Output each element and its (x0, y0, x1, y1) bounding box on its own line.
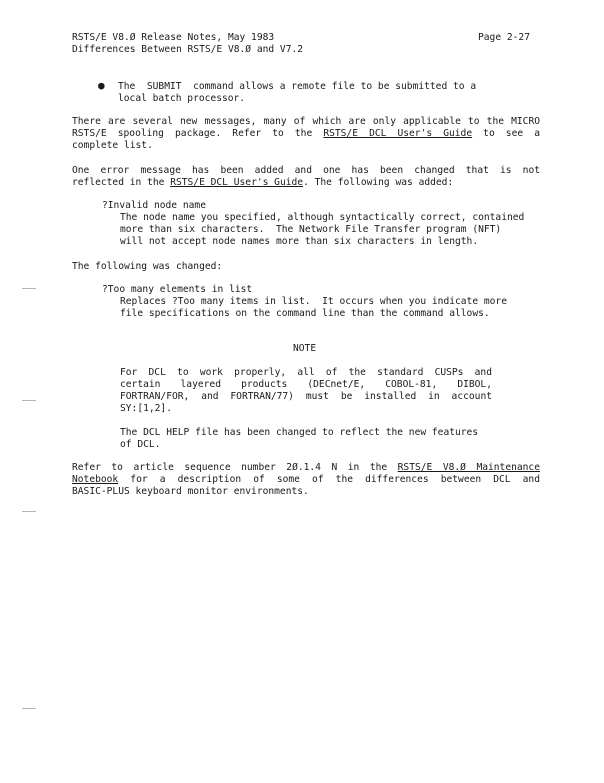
margin-mark (22, 400, 36, 401)
paragraph-text: for a description of some of the differences between DCL and (118, 474, 540, 485)
paragraph-text: reflected in the (72, 177, 171, 188)
paragraph-text: Refer to article sequence number 2Ø.1.4 N in the (72, 462, 398, 473)
note-line: The DCL HELP file has been changed to reflect the new features (120, 427, 479, 438)
paragraph-line: The following was changed: (72, 261, 223, 272)
description-line: file specifications on the command line than the command allows. (120, 308, 490, 319)
document-title-reference: RSTS/E DCL User's Guide (323, 128, 473, 139)
bullet-line-1: The SUBMIT command allows a remote file to be submitted to a (118, 81, 477, 92)
changed-message-code (102, 284, 570, 296)
added-message-description (120, 212, 540, 248)
paragraph-new-messages (72, 116, 540, 152)
note-line: of DCL. (120, 439, 161, 450)
paragraph-line (72, 177, 540, 189)
margin-mark (22, 708, 36, 709)
header-title-line-2: Differences Between RSTS/E V8.Ø and V7.2 (72, 44, 304, 55)
document-title-reference: RSTS/E DCL User's Guide (170, 177, 304, 188)
note-line: For DCL to work properly, all of the standard CUSPs and (120, 367, 492, 378)
margin-mark (22, 511, 36, 512)
description-line: The node name you specified, although syntactically correct, contained (120, 212, 525, 223)
paragraph-line: BASIC-PLUS keyboard monitor environments. (72, 486, 309, 497)
paragraph-line: One error message has been added and one has been changed that is not (72, 165, 540, 176)
paragraph-text: to see a (472, 128, 540, 139)
paragraph-line: complete list. (72, 140, 153, 151)
paragraph-error-message (72, 165, 540, 189)
paragraph-line: There are several new messages, many of which are only applicable to the MICRO (72, 116, 540, 127)
margin-mark (22, 288, 36, 289)
bullet-icon: ● (98, 79, 105, 92)
paragraph-line (72, 462, 540, 474)
page-number: Page 2-27 (478, 32, 530, 43)
description-line: Replaces ?Too many items in list. It occurs when you indicate more (120, 296, 507, 307)
note-line: FORTRAN/FOR, and FORTRAN/77) must be installed in account (120, 391, 492, 402)
page-header (72, 32, 303, 56)
paragraph-text: RSTS/E spooling package. Refer to the (72, 128, 324, 139)
paragraph-line (72, 128, 540, 140)
note-heading (293, 343, 333, 355)
message-code: ?Invalid node name (102, 200, 206, 211)
added-message-code (102, 200, 570, 212)
note-line: certain layered products (DECnet/E, COBOL-81, DIBOL, (120, 379, 492, 390)
bullet-line-2: local batch processor. (118, 93, 246, 104)
note-paragraph-2 (120, 427, 492, 451)
paragraph-text: . The following was added: (303, 177, 454, 188)
paragraph-line (72, 474, 540, 486)
description-line: more than six characters. The Network File Transfer program (NFT) (120, 224, 502, 235)
header-title-line-1: RSTS/E V8.Ø Release Notes, May 1983 (72, 32, 275, 43)
document-title-reference: Notebook (72, 474, 119, 485)
note-heading-text: NOTE (293, 343, 317, 354)
document-title-reference: RSTS/E V8.Ø Maintenance (397, 462, 540, 473)
note-paragraph-1 (120, 367, 492, 415)
description-line: will not accept node names more than six characters in length. (120, 236, 479, 247)
paragraph-refer (72, 462, 540, 498)
message-code: ?Too many elements in list (102, 284, 253, 295)
bullet-item (118, 81, 518, 105)
changed-message-description (120, 296, 540, 320)
changed-intro (72, 261, 540, 273)
note-line: SY:[1,2]. (120, 403, 172, 414)
